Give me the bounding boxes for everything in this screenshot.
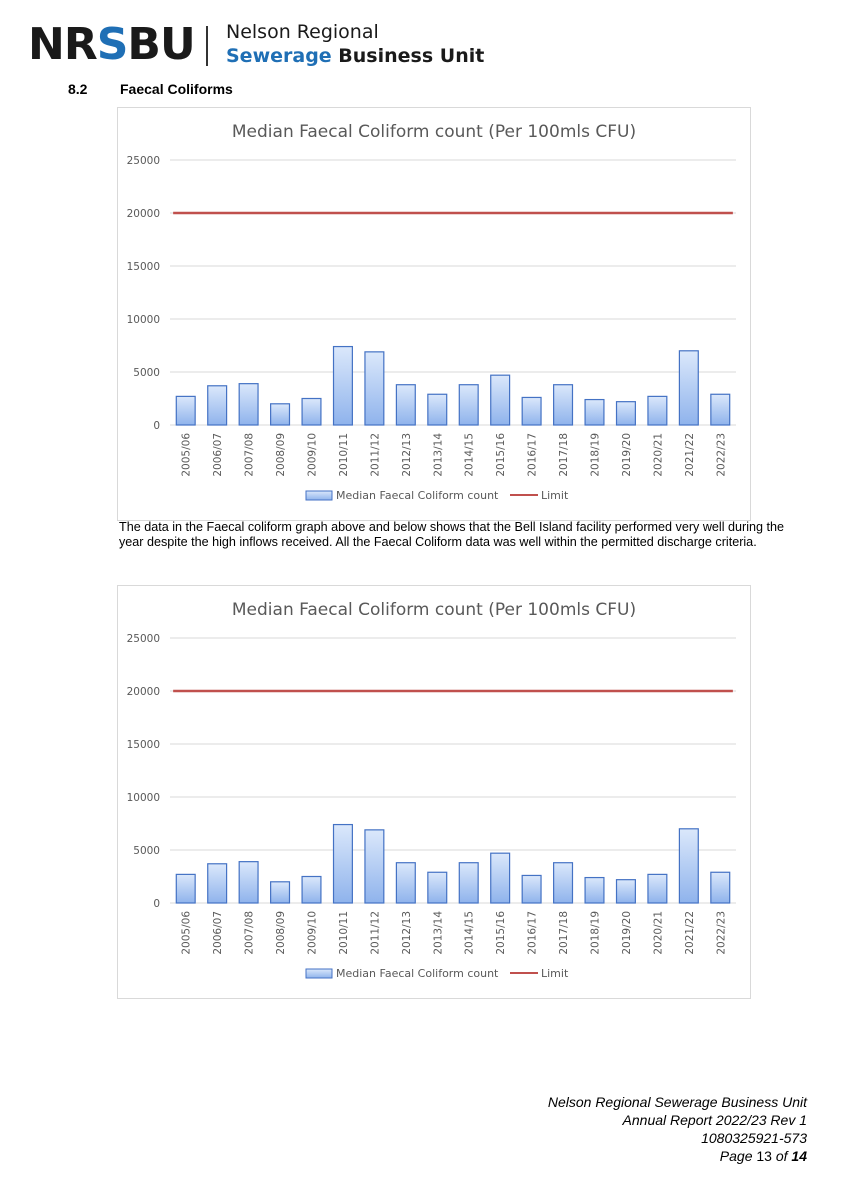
bar-2007/08	[239, 384, 258, 425]
x-tick-label: 2010/11	[337, 911, 350, 955]
y-tick-label: 0	[153, 898, 160, 910]
logo-divider	[206, 26, 208, 66]
y-tick-label: 15000	[126, 261, 160, 273]
bar-2018/19	[585, 878, 604, 903]
bar-2009/10	[302, 399, 321, 426]
bar-2020/21	[648, 874, 667, 903]
bar-2021/22	[679, 351, 698, 425]
body-paragraph: The data in the Faecal coliform graph above and below shows that the Bell Island facility performed very well during the year despite the high inflows received. All the Faecal Coliform data was well within the permitted discharge criteria.	[119, 520, 785, 549]
x-tick-label: 2005/06	[180, 433, 193, 477]
y-tick-label: 20000	[126, 208, 160, 220]
bar-2014/15	[459, 385, 478, 425]
y-tick-label: 10000	[126, 792, 160, 804]
faecal-coliform-chart-1	[117, 107, 751, 521]
y-tick-label: 15000	[126, 739, 160, 751]
x-tick-label: 2012/13	[400, 433, 413, 477]
bar-2007/08	[239, 862, 258, 903]
x-tick-label: 2021/22	[683, 433, 696, 477]
bar-2008/09	[271, 404, 290, 425]
bar-2006/07	[208, 386, 227, 425]
logo-wordmark: NRSBU	[28, 19, 195, 70]
footer-page-number: Page 13 of 14	[719, 1148, 807, 1164]
x-tick-label: 2011/12	[369, 433, 382, 477]
bar-2017/18	[554, 863, 573, 903]
bar-2011/12	[365, 352, 384, 425]
bar-2016/17	[522, 397, 541, 425]
x-tick-label: 2009/10	[306, 911, 319, 955]
chart-svg-2	[118, 586, 750, 998]
x-tick-label: 2015/16	[495, 433, 508, 477]
x-tick-label: 2020/21	[652, 433, 665, 477]
y-tick-label: 20000	[126, 686, 160, 698]
bar-2009/10	[302, 877, 321, 904]
y-tick-label: 0	[153, 420, 160, 432]
x-tick-label: 2017/18	[558, 433, 571, 477]
x-tick-label: 2015/16	[495, 911, 508, 955]
x-tick-label: 2020/21	[652, 911, 665, 955]
chart-svg-1	[118, 108, 750, 520]
x-tick-label: 2012/13	[400, 911, 413, 955]
x-tick-label: 2013/14	[432, 433, 445, 477]
x-tick-label: 2006/07	[212, 911, 225, 955]
legend-swatch-bars	[306, 491, 332, 500]
bar-2010/11	[334, 825, 353, 903]
x-tick-label: 2014/15	[463, 433, 476, 477]
x-tick-label: 2016/17	[526, 433, 539, 477]
x-tick-label: 2018/19	[589, 911, 602, 955]
x-tick-label: 2019/20	[620, 433, 633, 477]
bar-2021/22	[679, 829, 698, 903]
bar-2008/09	[271, 882, 290, 903]
x-tick-label: 2005/06	[180, 911, 193, 955]
x-tick-label: 2011/12	[369, 911, 382, 955]
logo-line-1: Nelson Regional	[226, 21, 379, 43]
chart-title: Median Faecal Coliform count (Per 100mls CFU)	[231, 600, 637, 620]
x-tick-label: 2007/08	[243, 433, 256, 477]
bar-2016/17	[522, 875, 541, 903]
page-footer	[548, 1093, 807, 1165]
x-tick-label: 2016/17	[526, 911, 539, 955]
footer-doc-id: 1080325921-573	[701, 1130, 807, 1146]
y-tick-label: 10000	[126, 314, 160, 326]
bar-2019/20	[617, 880, 636, 903]
legend-label-limit: Limit	[541, 489, 569, 502]
bar-2017/18	[554, 385, 573, 425]
x-tick-label: 2009/10	[306, 433, 319, 477]
x-tick-label: 2017/18	[558, 911, 571, 955]
y-tick-label: 25000	[126, 155, 160, 167]
bar-2013/14	[428, 394, 447, 425]
y-tick-label: 5000	[133, 367, 160, 379]
section-title: Faecal Coliforms	[120, 81, 233, 97]
bar-2005/06	[176, 874, 195, 903]
x-tick-label: 2021/22	[683, 911, 696, 955]
x-tick-label: 2006/07	[212, 433, 225, 477]
bar-2022/23	[711, 394, 730, 425]
x-tick-label: 2008/09	[275, 433, 288, 477]
faecal-coliform-chart-2	[117, 585, 751, 999]
bar-2005/06	[176, 396, 195, 425]
legend-label-limit: Limit	[541, 967, 569, 980]
x-tick-label: 2007/08	[243, 911, 256, 955]
bar-2015/16	[491, 375, 510, 425]
bar-2011/12	[365, 830, 384, 903]
bar-2020/21	[648, 396, 667, 425]
x-tick-label: 2022/23	[715, 433, 728, 477]
bar-2014/15	[459, 863, 478, 903]
chart-title: Median Faecal Coliform count (Per 100mls CFU)	[231, 122, 637, 142]
x-tick-label: 2010/11	[337, 433, 350, 477]
bar-2013/14	[428, 872, 447, 903]
legend-swatch-bars	[306, 969, 332, 978]
x-tick-label: 2018/19	[589, 433, 602, 477]
bar-2010/11	[334, 347, 353, 425]
section-number: 8.2	[68, 81, 88, 97]
bar-2012/13	[396, 385, 415, 425]
bar-2018/19	[585, 400, 604, 425]
legend-label-bars: Median Faecal Coliform count	[336, 967, 499, 980]
x-tick-label: 2022/23	[715, 911, 728, 955]
bar-2006/07	[208, 864, 227, 903]
footer-report: Annual Report 2022/23 Rev 1	[622, 1112, 807, 1128]
footer-org: Nelson Regional Sewerage Business Unit	[547, 1094, 807, 1110]
bar-2015/16	[491, 853, 510, 903]
bar-2022/23	[711, 872, 730, 903]
bar-2012/13	[396, 863, 415, 903]
x-tick-label: 2008/09	[275, 911, 288, 955]
x-tick-label: 2014/15	[463, 911, 476, 955]
y-tick-label: 5000	[133, 845, 160, 857]
bar-2019/20	[617, 402, 636, 425]
x-tick-label: 2013/14	[432, 911, 445, 955]
y-tick-label: 25000	[126, 633, 160, 645]
legend-label-bars: Median Faecal Coliform count	[336, 489, 499, 502]
logo-organisation-name	[226, 20, 484, 68]
x-tick-label: 2019/20	[620, 911, 633, 955]
logo-line-2: Sewerage Business Unit	[226, 45, 485, 67]
